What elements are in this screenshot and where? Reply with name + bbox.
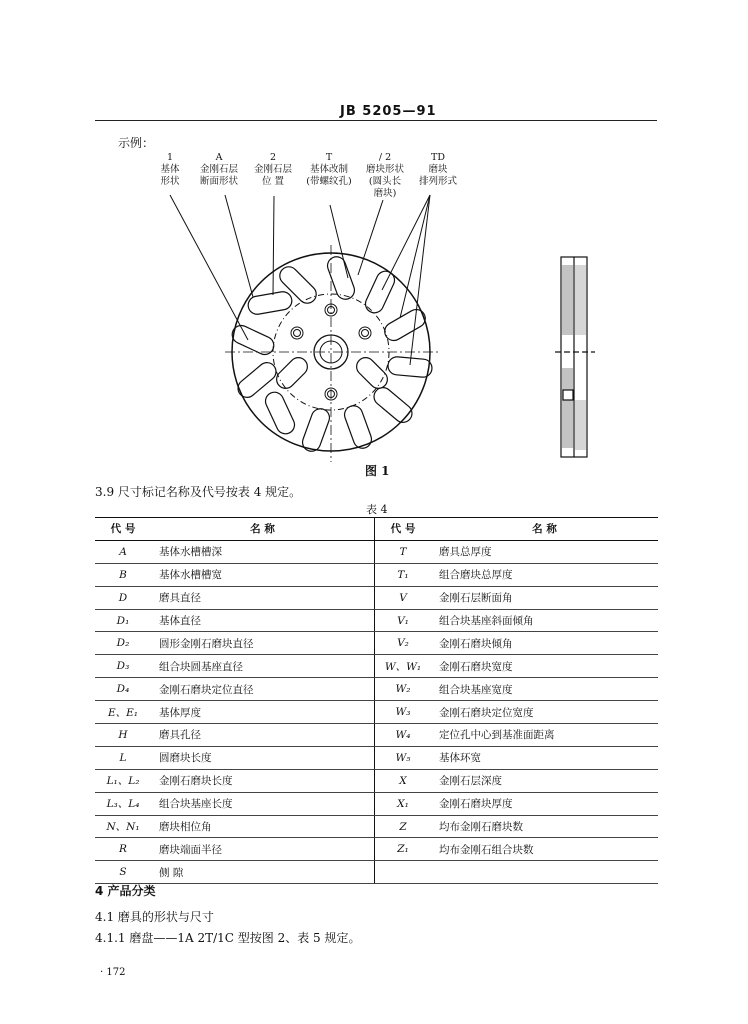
cell-name2: 金刚石磨块宽度 [431,655,658,678]
cell-name2: 组合块基座宽度 [431,678,658,701]
cell-code2: W₅ [375,746,432,769]
cell-name2: 定位孔中心到基准面距离 [431,724,658,747]
cell-code2: T [375,540,432,563]
callout-shape: 1 基体 形状 [160,152,180,187]
cell-name2: 组合块基座斜面倾角 [431,609,658,632]
table-row [95,632,658,655]
cell-code2: T₁ [375,563,432,586]
cell-name2: 均布金刚石磨块数 [431,815,658,838]
table-row [95,678,658,701]
col-header-name: 名 称 [151,518,375,541]
cell-code: R [95,838,151,861]
cell-code: D₄ [95,678,151,701]
cell-name2: 组合磨块总厚度 [431,563,658,586]
table-row [95,861,658,884]
cell-name: 金刚石磨块长度 [151,769,375,792]
cell-name: 组合块圆基座直径 [151,655,375,678]
callout-arrangement: TD 磨块 排列形式 [418,152,457,187]
table-row [95,769,658,792]
cell-code2: Z₁ [375,838,432,861]
table-row [95,563,658,586]
cell-name: 磨块相位角 [151,815,375,838]
table-row [95,701,658,724]
dimension-table [95,517,658,884]
cell-code: A [95,540,151,563]
table-row [95,815,658,838]
table-row [95,586,658,609]
callout-position: 2 金刚石层 位 置 [253,152,292,187]
cell-code: E、E₁ [95,701,151,724]
cell-code2: V₂ [375,632,432,655]
cell-name: 组合块基座长度 [151,792,375,815]
table-caption: 表 4 [366,503,388,516]
col-header-code2: 代 号 [375,518,432,541]
cell-code2: W₃ [375,701,432,724]
cell-code2: V [375,586,432,609]
cell-name: 磨具孔径 [151,724,375,747]
cell-name: 圆磨块长度 [151,746,375,769]
cell-code: L₁、L₂ [95,769,151,792]
cell-name2 [431,861,658,884]
table-row [95,655,658,678]
col-header-code: 代 号 [95,518,151,541]
section-3-9: 3.9 尺寸标记名称及代号按表 4 规定。 [95,485,302,499]
cell-name: 基体水槽槽深 [151,540,375,563]
cell-name2: 金刚石层深度 [431,769,658,792]
cell-code2: V₁ [375,609,432,632]
cell-code: H [95,724,151,747]
cell-code2: X₁ [375,792,432,815]
cell-name: 基体厚度 [151,701,375,724]
standard-header: JB 5205—91 [340,104,437,119]
cell-code: L [95,746,151,769]
cell-name2: 均布金刚石组合块数 [431,838,658,861]
cell-name2: 磨具总厚度 [431,540,658,563]
cell-name2: 金刚石磨块定位宽度 [431,701,658,724]
cell-name2: 金刚石磨块厚度 [431,792,658,815]
cell-name2: 金刚石磨块倾角 [431,632,658,655]
cell-code2: Z [375,815,432,838]
cell-code: S [95,861,151,884]
table-row [95,792,658,815]
table-row [95,838,658,861]
section-4-heading: 4 产品分类 [95,884,156,898]
cell-name: 磨具直径 [151,586,375,609]
cell-code: D [95,586,151,609]
figure-caption: 图 1 [365,464,390,478]
section-4-1: 4.1 磨具的形状与尺寸 [95,910,214,924]
cell-code2: W、W₁ [375,655,432,678]
cell-name: 磨块端面半径 [151,838,375,861]
cell-name: 圆形金刚石磨块直径 [151,632,375,655]
cell-name: 金刚石磨块定位直径 [151,678,375,701]
table-row [95,609,658,632]
cell-code2 [375,861,432,884]
cell-code: L₃、L₄ [95,792,151,815]
cell-code2: X [375,769,432,792]
callout-block-shape: / 2 磨块形状 (圆头长 磨块) [365,152,404,199]
cell-code: D₃ [95,655,151,678]
callout-modification: T 基体改制 (带螺纹孔) [306,152,352,187]
table-row [95,540,658,563]
table-row [95,746,658,769]
col-header-name2: 名 称 [431,518,658,541]
cell-name: 基体水槽槽宽 [151,563,375,586]
callout-section: A 金刚石层 断面形状 [199,152,238,187]
grinding-disc-figure [0,0,748,470]
cell-code2: W₂ [375,678,432,701]
cell-code2: W₄ [375,724,432,747]
cell-code: D₂ [95,632,151,655]
table-row [95,724,658,747]
cell-name: 侧 隙 [151,861,375,884]
cell-name2: 金刚石层断面角 [431,586,658,609]
cell-code: N、N₁ [95,815,151,838]
page-number: · 172 [100,967,126,978]
cell-code: B [95,563,151,586]
cell-code: D₁ [95,609,151,632]
example-label: 示例： [118,136,155,150]
cell-name2: 基体环宽 [431,746,658,769]
cell-name: 基体直径 [151,609,375,632]
section-4-1-1: 4.1.1 磨盘——1A 2T/1C 型按图 2、表 5 规定。 [95,931,361,945]
